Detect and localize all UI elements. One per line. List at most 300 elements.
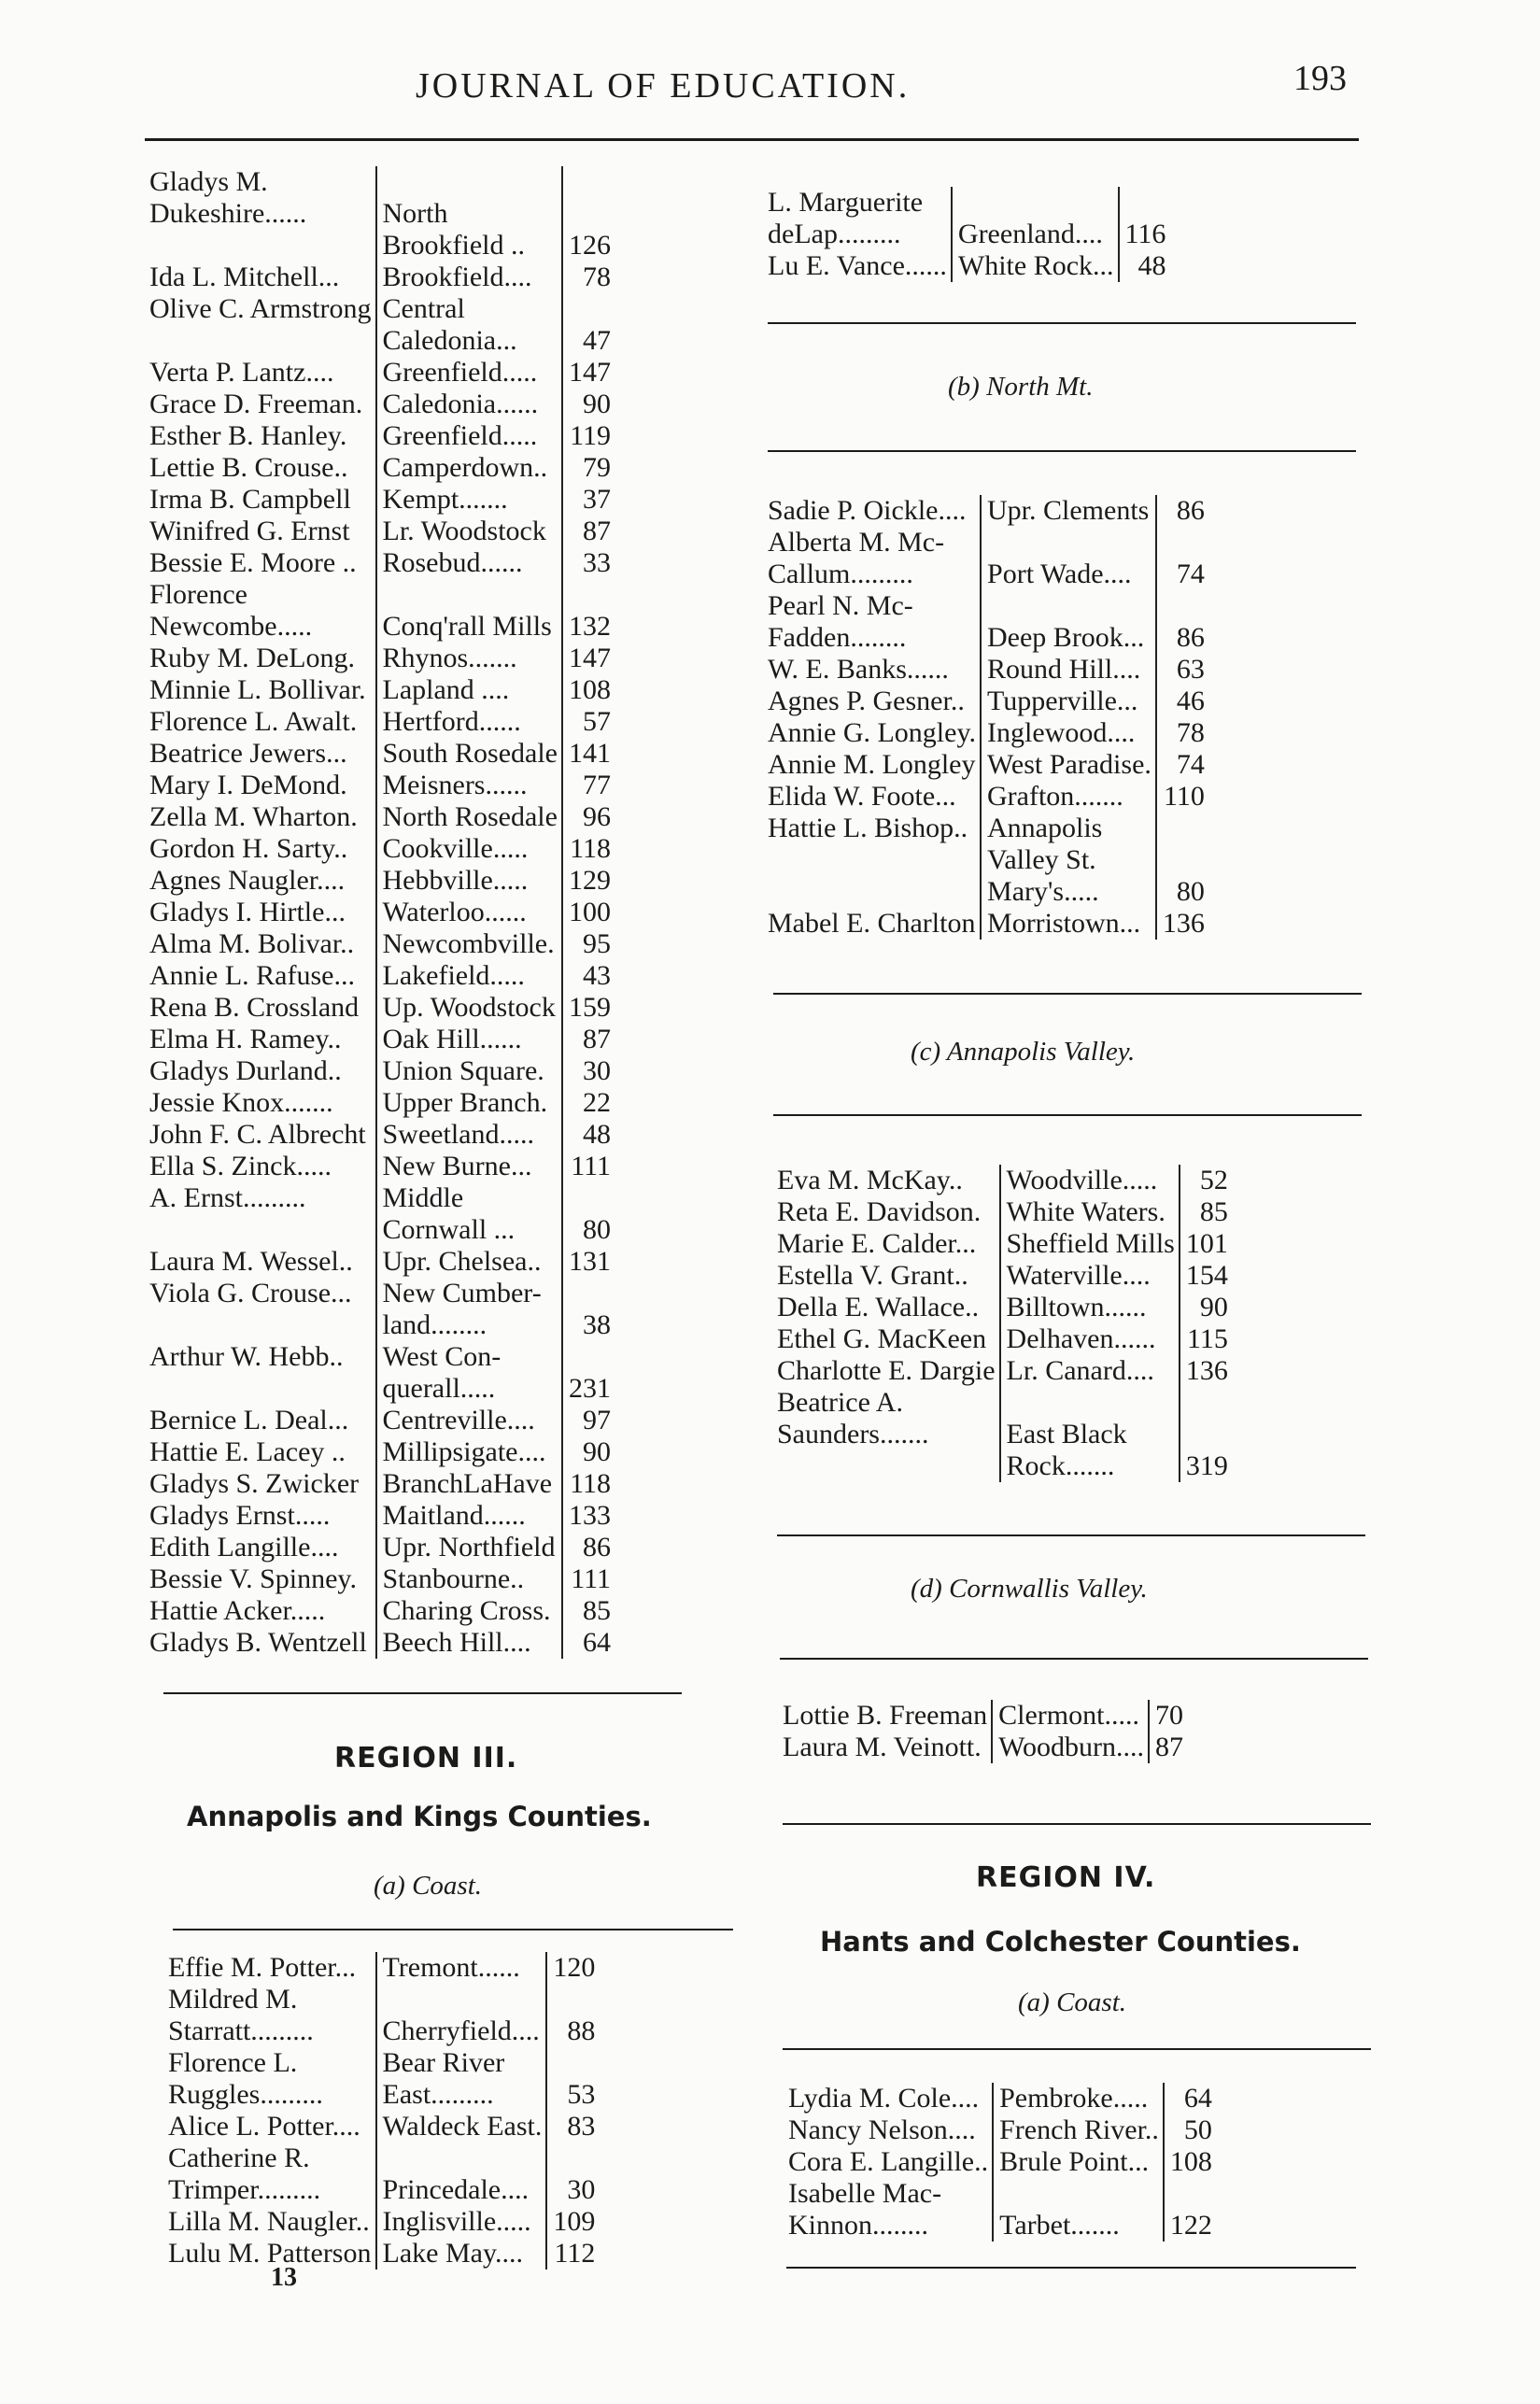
school-section: Charing Cross.	[376, 1595, 563, 1627]
cornwallis-valley-label: (d) Cornwallis Valley.	[911, 1574, 1148, 1604]
school-section: Cherryfield....	[376, 2015, 547, 2047]
school-section: Deep Brook...	[981, 622, 1156, 654]
table-row	[168, 2015, 595, 2047]
table-row	[149, 611, 611, 643]
school-section: Round Hill....	[981, 654, 1156, 686]
teacher-name: Laura M. Wessel..	[149, 1246, 353, 1277]
header-rule	[145, 138, 1359, 141]
enrolment-number: 52	[1199, 1165, 1228, 1195]
table-row	[149, 516, 611, 547]
table-row	[777, 1419, 1228, 1450]
enrolment-number: 95	[583, 928, 611, 959]
table-row	[777, 1323, 1228, 1355]
table-row	[149, 484, 611, 516]
teacher-name	[149, 230, 376, 262]
enrolment-number: 147	[569, 357, 611, 388]
teacher-name: Lulu M. Patterson	[168, 2238, 372, 2269]
enrolment-number: 63	[1176, 654, 1205, 685]
table-row	[777, 1387, 1228, 1419]
teacher-name	[149, 1214, 376, 1246]
school-section: South Rosedale	[376, 738, 563, 770]
enrolment-number: 110	[1164, 781, 1205, 812]
table-row	[783, 1700, 1183, 1732]
school-section: Middle	[376, 1182, 563, 1214]
teacher-table	[768, 495, 1205, 940]
table-row	[149, 928, 611, 960]
school-section: White Rock...	[952, 250, 1119, 282]
table-row	[168, 2142, 595, 2174]
teacher-name: Agnes Naugler....	[149, 865, 346, 896]
enrolment-number: 74	[1176, 749, 1205, 780]
enrolment-number: 50	[1183, 2114, 1212, 2145]
rule	[780, 1658, 1368, 1660]
rule	[173, 1929, 733, 1930]
teacher-name	[149, 1373, 376, 1405]
teacher-name: Mary I. DeMond.	[149, 770, 347, 800]
teacher-table	[777, 1165, 1228, 1482]
table-row	[777, 1292, 1228, 1323]
teacher-name: Della E. Wallace..	[777, 1292, 980, 1322]
teacher-name: Estella V. Grant..	[777, 1260, 968, 1291]
table-row	[149, 1214, 611, 1246]
enrolment-number	[546, 2047, 595, 2079]
school-section: East.........	[376, 2079, 547, 2111]
teacher-name	[768, 844, 981, 876]
teacher-name: Pearl N. Mc-	[768, 590, 913, 621]
teacher-name: Arthur W. Hebb..	[149, 1341, 344, 1372]
teacher-name: Starratt.........	[168, 2015, 314, 2046]
teacher-name	[777, 1450, 1000, 1482]
enrolment-number: 80	[1176, 876, 1205, 907]
school-section: Greenland....	[952, 219, 1119, 250]
region-iv-counties: Hants and Colchester Counties.	[820, 1926, 1301, 1958]
school-section	[993, 2178, 1164, 2210]
school-section: French River..	[993, 2114, 1164, 2146]
table-row	[149, 1373, 611, 1405]
school-section: Billtown......	[1000, 1292, 1180, 1323]
enrolment-number: 116	[1124, 219, 1166, 249]
enrolment-number: 109	[553, 2206, 596, 2237]
school-section: Princedale....	[376, 2174, 547, 2206]
annapolis-valley-list	[777, 1165, 1228, 1482]
table-row	[149, 1119, 611, 1151]
table-row	[768, 187, 1166, 219]
teacher-name: Grace D. Freeman.	[149, 389, 363, 419]
teacher-name	[149, 325, 376, 357]
teacher-name: Laura M. Veinott.	[783, 1732, 982, 1762]
enrolment-number: 30	[583, 1055, 611, 1086]
enrolment-number: 47	[583, 325, 611, 356]
teacher-name: Agnes P. Gesner..	[768, 686, 965, 716]
table-row	[149, 579, 611, 611]
school-section: New Cumber-	[376, 1278, 563, 1309]
table-row	[149, 1405, 611, 1436]
table-row	[149, 325, 611, 357]
school-section: Tupperville...	[981, 686, 1156, 717]
teacher-name: Jessie Knox.......	[149, 1087, 333, 1118]
enrolment-number: 136	[1185, 1355, 1228, 1386]
school-section: Tremont......	[376, 1952, 547, 1984]
teacher-name: Beatrice Jewers...	[149, 738, 347, 769]
table-row	[768, 495, 1205, 527]
teacher-name: Mildred M.	[168, 1984, 298, 2015]
table-row	[768, 908, 1205, 940]
enrolment-number	[1156, 590, 1205, 622]
enrolment-number: 112	[554, 2238, 596, 2269]
table-row	[149, 230, 611, 262]
teacher-name: Gladys S. Zwicker	[149, 1468, 360, 1499]
rule	[783, 2048, 1371, 2050]
table-row	[149, 833, 611, 865]
school-section: North Rosedale	[376, 801, 563, 833]
teacher-name: Charlotte E. Dargie	[777, 1355, 996, 1386]
table-row	[768, 622, 1205, 654]
teacher-name: deLap.........	[768, 219, 901, 249]
region-iv-title: REGION IV.	[976, 1861, 1156, 1894]
teacher-name: Hattie Acker.....	[149, 1595, 326, 1626]
enrolment-number: 87	[583, 516, 611, 546]
school-section	[952, 187, 1119, 219]
table-row	[149, 1309, 611, 1341]
teacher-name: Ida L. Mitchell...	[149, 262, 340, 292]
table-row	[149, 706, 611, 738]
school-section: Upr. Clements	[981, 495, 1156, 527]
table-row	[149, 1055, 611, 1087]
enrolment-number: 64	[583, 1627, 611, 1658]
school-section: Centreville....	[376, 1405, 563, 1436]
table-row	[149, 801, 611, 833]
school-section: Caledonia...	[376, 325, 563, 357]
school-section: Waterloo......	[376, 897, 563, 928]
enrolment-number: 86	[583, 1532, 611, 1563]
teacher-name: Saunders.......	[777, 1419, 929, 1449]
school-section: Valley St.	[981, 844, 1156, 876]
school-section: Brookfield ..	[376, 230, 563, 262]
school-section: Woodburn....	[992, 1732, 1149, 1763]
school-section: Mary's.....	[981, 876, 1156, 908]
school-section: Lr. Woodstock	[376, 516, 563, 547]
table-row	[149, 643, 611, 674]
enrolment-number: 101	[1185, 1228, 1228, 1259]
school-section: Up. Woodstock	[376, 992, 563, 1024]
school-section: Brookfield....	[376, 262, 563, 293]
table-row	[168, 1984, 595, 2015]
teacher-name: Cora E. Langille..	[788, 2146, 989, 2177]
table-row	[149, 1182, 611, 1214]
table-row	[149, 865, 611, 897]
teacher-name: Gladys I. Hirtle...	[149, 897, 346, 927]
school-section: Union Square.	[376, 1055, 563, 1087]
enrolment-number: 129	[569, 865, 611, 896]
enrolment-number	[1164, 2178, 1212, 2210]
teacher-name: Reta E. Davidson.	[777, 1196, 982, 1227]
enrolment-number: 118	[570, 1468, 611, 1499]
school-section	[376, 166, 563, 198]
school-section: Sweetland.....	[376, 1119, 563, 1151]
region-iii-coast-list	[168, 1952, 595, 2270]
enrolment-number: 86	[1176, 622, 1205, 653]
north-mt-label: (b) North Mt.	[948, 372, 1094, 402]
enrolment-number: 22	[583, 1087, 611, 1118]
enrolment-number: 97	[583, 1405, 611, 1435]
region-iv-coast-label: (a) Coast.	[1018, 1987, 1126, 2017]
table-row	[777, 1196, 1228, 1228]
teacher-name: Dukeshire......	[149, 198, 307, 229]
enrolment-number: 136	[1162, 908, 1205, 939]
school-section: Lakefield.....	[376, 960, 563, 992]
school-section: Meisners......	[376, 770, 563, 801]
teacher-name: Florence	[149, 579, 247, 610]
teacher-name: Newcombe.....	[149, 611, 313, 642]
teacher-name: Lu E. Vance......	[768, 250, 947, 281]
teacher-name: Effie M. Potter...	[168, 1952, 357, 1983]
enrolment-number: 131	[569, 1246, 611, 1277]
table-row	[788, 2210, 1212, 2241]
school-section: Millipsigate....	[376, 1436, 563, 1468]
enrolment-number: 43	[583, 960, 611, 991]
teacher-name: Lettie B. Crouse..	[149, 452, 348, 483]
enrolment-number	[1119, 187, 1166, 219]
enrolment-number: 85	[583, 1595, 611, 1626]
school-section: Inglisville.....	[376, 2206, 547, 2238]
table-row	[149, 1246, 611, 1278]
enrolment-number: 77	[583, 770, 611, 800]
teacher-name: Fadden........	[768, 622, 907, 653]
school-section: Lr. Canard....	[1000, 1355, 1180, 1387]
enrolment-number: 87	[1155, 1732, 1184, 1762]
enrolment-number: 87	[583, 1024, 611, 1054]
table-row	[149, 357, 611, 389]
teacher-name: Florence L.	[168, 2047, 298, 2078]
table-row	[768, 527, 1205, 559]
school-section: Annapolis	[981, 813, 1156, 844]
table-row	[768, 559, 1205, 590]
enrolment-number	[1180, 1419, 1228, 1450]
school-section: Oak Hill......	[376, 1024, 563, 1055]
school-section: Lapland ....	[376, 674, 563, 706]
teacher-name: Minnie L. Bollivar.	[149, 674, 366, 705]
school-section: land........	[376, 1309, 563, 1341]
enrolment-number	[1156, 813, 1205, 844]
school-section: West Paradise.	[981, 749, 1156, 781]
school-section: North	[376, 198, 563, 230]
teacher-name: Hattie L. Bishop..	[768, 813, 968, 843]
teacher-name: Trimper.........	[168, 2174, 321, 2205]
school-section: Pembroke.....	[993, 2083, 1164, 2114]
school-section: Tarbet.......	[993, 2210, 1164, 2241]
table-row	[168, 2238, 595, 2270]
rule	[783, 1823, 1371, 1825]
enrolment-number: 141	[569, 738, 611, 769]
enrolment-number: 86	[1176, 495, 1205, 526]
school-section: Stanbourne..	[376, 1563, 563, 1595]
teacher-name	[768, 876, 981, 908]
table-row	[768, 876, 1205, 908]
teacher-name: Esther B. Hanley.	[149, 420, 347, 451]
school-section: Central	[376, 293, 563, 325]
teacher-name: Zella M. Wharton.	[149, 801, 358, 832]
school-section: Cornwall ...	[376, 1214, 563, 1246]
table-row	[768, 250, 1166, 282]
enrolment-number: 83	[567, 2111, 596, 2142]
table-row	[149, 420, 611, 452]
teacher-name: Bessie E. Moore ..	[149, 547, 357, 578]
enrolment-number: 79	[583, 452, 611, 483]
teacher-table	[783, 1700, 1183, 1763]
school-section: Inglewood....	[981, 717, 1156, 749]
table-row	[768, 654, 1205, 686]
table-row	[149, 1341, 611, 1373]
enrolment-number	[562, 198, 611, 230]
school-section: Hebbville.....	[376, 865, 563, 897]
enrolment-number: 100	[569, 897, 611, 927]
school-section: Upr. Chelsea..	[376, 1246, 563, 1278]
enrolment-number: 108	[1169, 2146, 1212, 2177]
rule	[768, 450, 1356, 452]
teacher-name: Mabel E. Charlton	[768, 908, 976, 939]
rule	[768, 322, 1356, 324]
enrolment-number: 159	[569, 992, 611, 1023]
teacher-name: Annie L. Rafuse...	[149, 960, 355, 991]
table-row	[149, 960, 611, 992]
teacher-name: Verta P. Lantz....	[149, 357, 334, 388]
teacher-name: L. Marguerite	[768, 187, 924, 218]
school-section: Brule Point...	[993, 2146, 1164, 2178]
table-row	[149, 770, 611, 801]
teacher-table	[168, 1952, 595, 2270]
table-row	[149, 1595, 611, 1627]
school-section: Maitland......	[376, 1500, 563, 1532]
enrolment-number: 48	[1137, 250, 1166, 281]
school-section: Rosebud......	[376, 547, 563, 579]
school-section: Greenfield.....	[376, 420, 563, 452]
teacher-name: Viola G. Crouse...	[149, 1278, 352, 1308]
teacher-name: Gladys M.	[149, 166, 268, 197]
school-section: Lake May....	[376, 2238, 547, 2270]
enrolment-number	[562, 293, 611, 325]
enrolment-number: 154	[1185, 1260, 1228, 1291]
school-section	[1000, 1387, 1180, 1419]
enrolment-number: 119	[570, 420, 611, 451]
school-section: Conq'rall Mills	[376, 611, 563, 643]
table-row	[149, 1500, 611, 1532]
teacher-name: Catherine R.	[168, 2142, 310, 2173]
enrolment-number: 38	[583, 1309, 611, 1340]
school-section: Greenfield.....	[376, 357, 563, 389]
teacher-name: Sadie P. Oickle....	[768, 495, 967, 526]
table-row	[149, 547, 611, 579]
school-section: Beech Hill....	[376, 1627, 563, 1659]
table-row	[783, 1732, 1183, 1763]
school-section: Woodville.....	[1000, 1165, 1180, 1196]
enrolment-number	[562, 166, 611, 198]
enrolment-number: 120	[553, 1952, 596, 1983]
table-row	[149, 293, 611, 325]
rule	[163, 1692, 682, 1694]
school-section: White Waters.	[1000, 1196, 1180, 1228]
table-row	[149, 1436, 611, 1468]
enrolment-number: 74	[1176, 559, 1205, 589]
teacher-name: Bernice L. Deal...	[149, 1405, 349, 1435]
teacher-name: Alma M. Bolivar..	[149, 928, 355, 959]
school-section: Cookville.....	[376, 833, 563, 865]
table-row	[149, 674, 611, 706]
cornwallis-valley-list	[783, 1700, 1183, 1763]
school-section: Caledonia......	[376, 389, 563, 420]
school-section: West Con-	[376, 1341, 563, 1373]
table-row	[168, 1952, 595, 1984]
enrolment-number: 64	[1183, 2083, 1212, 2114]
school-section: querall.....	[376, 1373, 563, 1405]
table-row	[149, 1087, 611, 1119]
teacher-name	[149, 1309, 376, 1341]
table-row	[168, 2079, 595, 2111]
rule	[777, 1534, 1365, 1536]
table-row	[149, 262, 611, 293]
table-row	[149, 1563, 611, 1595]
school-section	[376, 2142, 547, 2174]
journal-title: JOURNAL OF EDUCATION.	[416, 66, 911, 106]
teacher-name: Irma B. Campbell	[149, 484, 351, 515]
table-row	[149, 389, 611, 420]
school-section: Delhaven......	[1000, 1323, 1180, 1355]
enrolment-number: 85	[1199, 1196, 1228, 1227]
enrolment-number: 33	[583, 547, 611, 578]
teacher-name: Gordon H. Sarty..	[149, 833, 348, 864]
table-row	[149, 1151, 611, 1182]
school-section: Kempt.......	[376, 484, 563, 516]
teacher-table	[149, 166, 611, 1659]
teacher-name: Alice L. Potter....	[168, 2111, 360, 2142]
table-row	[149, 198, 611, 230]
school-section: Waterville....	[1000, 1260, 1180, 1292]
table-row	[149, 738, 611, 770]
table-row	[777, 1355, 1228, 1387]
school-section: Newcombville.	[376, 928, 563, 960]
enrolment-number: 48	[583, 1119, 611, 1150]
enrolment-number: 90	[1199, 1292, 1228, 1322]
teacher-name: Winifred G. Ernst	[149, 516, 350, 546]
enrolment-number	[562, 1278, 611, 1309]
teacher-name: Annie M. Longley	[768, 749, 976, 780]
school-section: Grafton.......	[981, 781, 1156, 813]
table-row	[149, 992, 611, 1024]
enrolment-number: 133	[569, 1500, 611, 1531]
school-section: Upr. Northfield	[376, 1532, 563, 1563]
table-row	[149, 166, 611, 198]
enrolment-number: 108	[569, 674, 611, 705]
region-iii-counties: Annapolis and Kings Counties.	[187, 1801, 652, 1832]
enrolment-number: 115	[1186, 1323, 1228, 1354]
enrolment-number: 90	[583, 1436, 611, 1467]
teacher-name: Gladys B. Wentzell	[149, 1627, 367, 1658]
school-section	[376, 579, 563, 611]
enrolment-number: 126	[569, 230, 611, 261]
teacher-name: Gladys Ernst.....	[149, 1500, 331, 1531]
enrolment-number: 46	[1176, 686, 1205, 716]
table-row	[768, 844, 1205, 876]
table-row	[768, 717, 1205, 749]
left-top-list	[149, 166, 611, 1659]
enrolment-number	[562, 1341, 611, 1373]
rule	[773, 993, 1362, 995]
region-iii-coast-label: (a) Coast.	[374, 1871, 482, 1901]
teacher-name: Lydia M. Cole....	[788, 2083, 980, 2114]
enrolment-number: 96	[583, 801, 611, 832]
teacher-name: Lottie B. Freeman	[783, 1700, 988, 1731]
table-row	[168, 2047, 595, 2079]
school-section: Clermont.....	[992, 1700, 1149, 1732]
